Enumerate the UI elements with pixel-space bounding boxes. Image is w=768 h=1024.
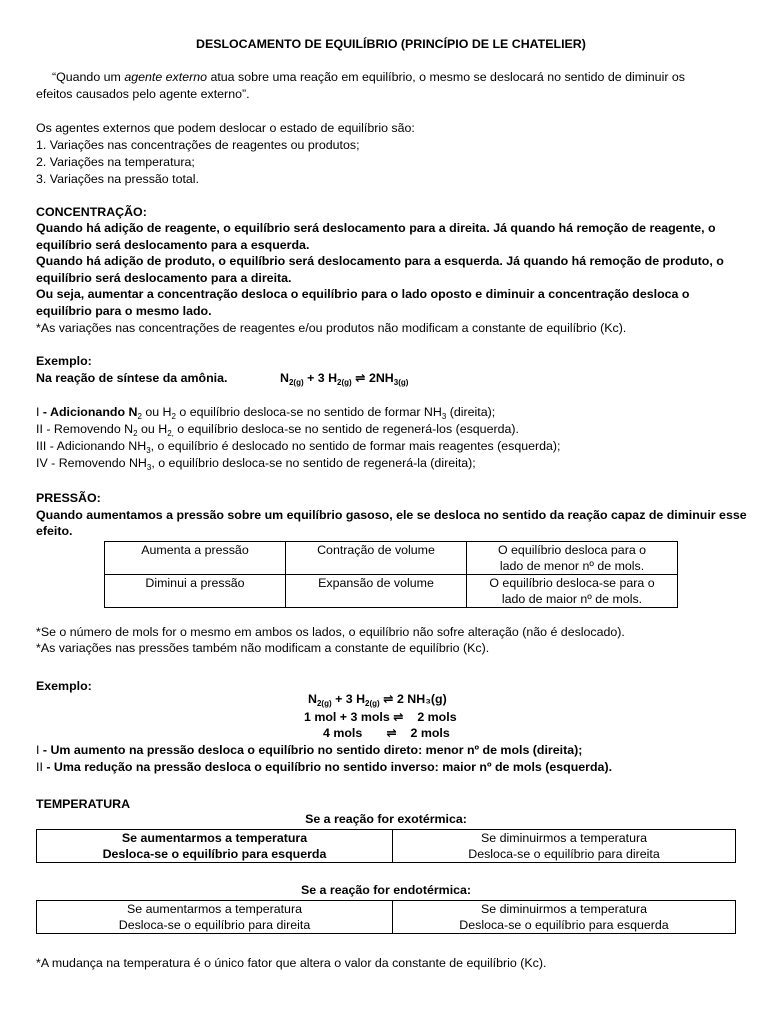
pressure-note: *Se o número de mols for o mesmo em ambos os lados, o equilíbrio não sofre alteração (não é deslocado).: [36, 625, 625, 639]
table-cell: Contração de volume: [286, 542, 467, 575]
concentration-line: Quando há adição de reagente, o equilíbrio será deslocamento para a direita. Já quando há remoção de reagente, o: [36, 221, 716, 235]
example2-equation: $N_{2(g)} + 3$ $H_{2(g)}$ ⇌ 2 NH₃(g): [308, 692, 447, 708]
pressure-table: [104, 541, 678, 608]
table-cell: Se diminuirmos a temperatura Desloca-se o equilíbrio para esquerda: [393, 901, 736, 934]
table-cell: Se diminuirmos a temperatura Desloca-se o equilíbrio para direita: [393, 830, 736, 863]
concentration-line: equilíbrio será deslocamento para a direita.: [36, 271, 292, 285]
example1-item: II - Removendo $N_2$ ou $H_{2,}$ o equilíbrio desloca-se no sentido de regenerá-los (esquerda).: [36, 422, 519, 438]
temperature-heading: TEMPERATURA: [36, 797, 131, 811]
table-cell: Expansão de volume: [286, 575, 467, 608]
table-row: [37, 901, 736, 934]
example1-item: I - Adicionando $N_2$ ou $H_2$ o equilíbrio desloca-se no sentido de formar $NH_3$ (direita);: [36, 405, 496, 421]
endo-table: [36, 900, 736, 934]
example1-item: III - Adicionando $NH_3$, o equilíbrio é deslocado no sentido de formar mais reagentes (esquerda);: [36, 439, 561, 455]
example1-item: IV - Removendo $NH_3$, o equilíbrio desloca-se no sentido de regenerá-la (direita);: [36, 456, 476, 472]
page-title: DESLOCAMENTO DE EQUILÍBRIO (PRINCÍPIO DE LE CHATELIER): [196, 37, 586, 51]
concentration-line: Quando há adição de produto, o equilíbrio será deslocamento para a esquerda. Já quando há remoção de produto, o: [36, 254, 724, 268]
endo-title: Se a reação for endotérmica:: [300, 883, 472, 897]
example2-moles: 4 mols ⇌ 2 mols: [323, 726, 450, 740]
pressure-line: efeito.: [36, 524, 73, 538]
table-cell: O equilíbrio desloca para o lado de menor nº de mols.: [467, 542, 678, 575]
concentration-heading: CONCENTRAÇÃO:: [36, 205, 147, 219]
example2-label: Exemplo:: [36, 679, 92, 693]
agents-item: 1. Variações nas concentrações de reagentes ou produtos;: [36, 138, 360, 152]
example2-item: I - Um aumento na pressão desloca o equilíbrio no sentido direto: menor nº de mols (direita);: [36, 743, 583, 757]
quote-line-2: efeitos causados pelo agente externo”.: [36, 87, 250, 101]
temperature-note: *A mudança na temperatura é o único fator que altera o valor da constante de equilíbrio (Kc).: [36, 956, 547, 970]
quote-line-1: “Quando um agente externo atua sobre uma reação em equilíbrio, o mesmo se deslocará no sentido de diminuir os: [52, 70, 685, 84]
agents-item: 2. Variações na temperatura;: [36, 155, 195, 169]
example1-equation: $N_{2(g)} + 3$ $H_{2(g)}$ ⇌ $2NH_{3(g)}$: [280, 371, 409, 387]
pressure-line: Quando aumentamos a pressão sobre um equilíbrio gasoso, ele se desloca no sentido da reação capaz de diminuir esse: [36, 508, 747, 522]
table-row: [105, 542, 678, 575]
example1-label: Exemplo:: [36, 354, 92, 368]
concentration-note: *As variações nas concentrações de reagentes e/ou produtos não modificam a constante de equilíbrio (Kc).: [36, 321, 627, 335]
exo-table: [36, 829, 736, 863]
example1-text: Na reação de síntese da amônia.: [36, 371, 228, 385]
table-cell: Diminui a pressão: [105, 575, 286, 608]
table-row: [37, 830, 736, 863]
example2-item: II - Uma redução na pressão desloca o equilíbrio no sentido inverso: maior nº de mols (esquerda).: [36, 760, 613, 774]
table-cell: Se aumentarmos a temperatura Desloca-se o equilíbrio para esquerda: [37, 830, 393, 863]
table-cell: Aumenta a pressão: [105, 542, 286, 575]
concentration-line: equilíbrio será deslocamento para a esquerda.: [36, 238, 310, 252]
example2-moles: 1 mol + 3 mols ⇌ 2 mols: [304, 710, 457, 724]
pressure-note: *As variações nas pressões também não modificam a constante de equilíbrio (Kc).: [36, 641, 490, 655]
table-row: [105, 575, 678, 608]
exo-title: Se a reação for exotérmica:: [305, 812, 467, 826]
agents-item: 3. Variações na pressão total.: [36, 172, 200, 186]
table-cell: O equilíbrio desloca-se para o lado de maior nº de mols.: [467, 575, 678, 608]
table-cell: Se aumentarmos a temperatura Desloca-se o equilíbrio para direita: [37, 901, 393, 934]
concentration-line: equilíbrio para o mesmo lado.: [36, 304, 212, 318]
concentration-line: Ou seja, aumentar a concentração desloca o equilíbrio para o lado oposto e diminuir a concentração desloca o: [36, 287, 690, 301]
pressure-heading: PRESSÃO:: [36, 491, 101, 505]
agents-intro: Os agentes externos que podem deslocar o estado de equilíbrio são:: [36, 121, 415, 135]
